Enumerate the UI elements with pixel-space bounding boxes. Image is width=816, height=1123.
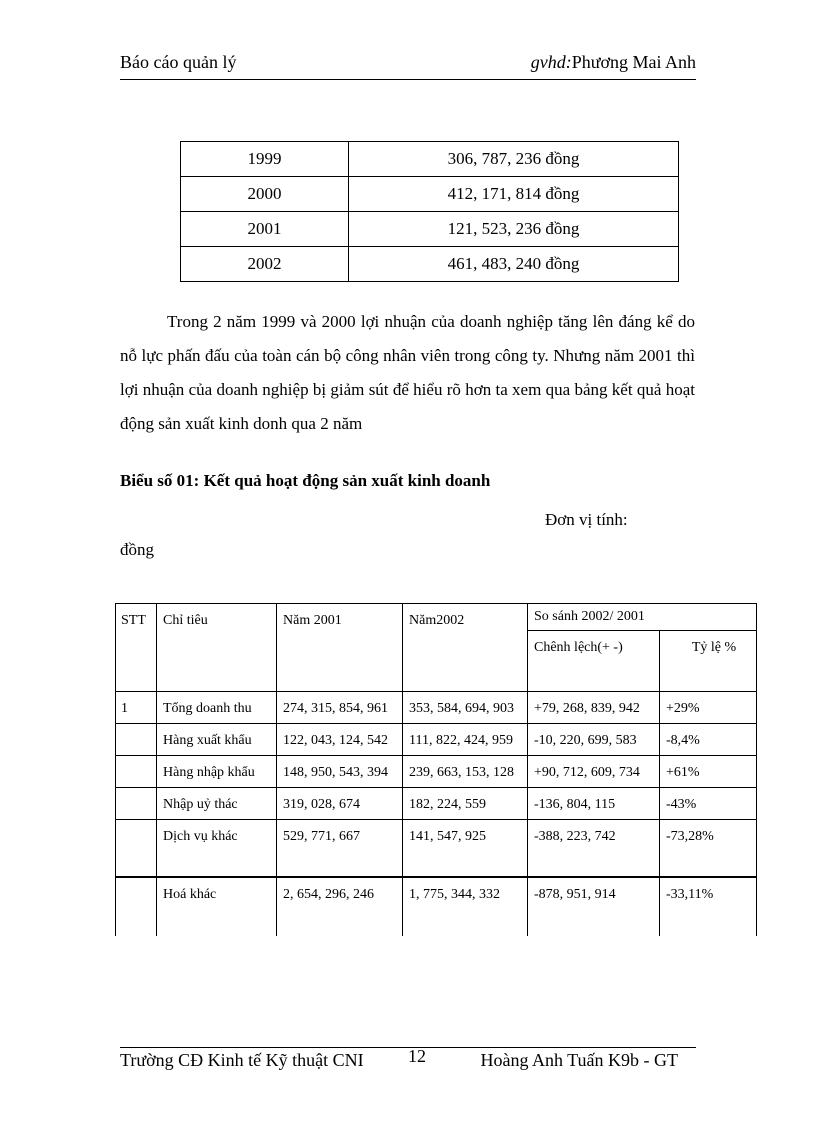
y2001-cell: 274, 315, 854, 961 bbox=[277, 692, 403, 724]
indicator-cell: Hàng nhập khẩu bbox=[157, 756, 277, 788]
table-row bbox=[116, 820, 757, 878]
table-row bbox=[116, 724, 757, 756]
header-ratio: Tỷ lệ % bbox=[660, 631, 757, 692]
indicator-cell: Hoá khác bbox=[157, 877, 277, 936]
diff-cell: -10, 220, 699, 583 bbox=[528, 724, 660, 756]
y2002-cell: 182, 224, 559 bbox=[403, 788, 528, 820]
table-row bbox=[181, 177, 679, 212]
indicator-cell: Nhập uỷ thác bbox=[157, 788, 277, 820]
table-row bbox=[116, 692, 757, 724]
ratio-cell: +29% bbox=[660, 692, 757, 724]
unit-value: đồng bbox=[120, 540, 154, 559]
page-footer bbox=[120, 1046, 696, 1070]
y2001-cell: 148, 950, 543, 394 bbox=[277, 756, 403, 788]
indicator-cell: Tổng doanh thu bbox=[157, 692, 277, 724]
table-row bbox=[181, 142, 679, 177]
header-2001: Năm 2001 bbox=[277, 604, 403, 692]
stt-cell bbox=[116, 756, 157, 788]
year-cell: 2001 bbox=[181, 212, 349, 247]
stt-cell: 1 bbox=[116, 692, 157, 724]
header-title: Báo cáo quản lý bbox=[120, 52, 237, 72]
y2002-cell: 111, 822, 424, 959 bbox=[403, 724, 528, 756]
y2001-cell: 2, 654, 296, 246 bbox=[277, 877, 403, 936]
profit-table bbox=[180, 141, 679, 282]
page-number: 12 bbox=[408, 1046, 426, 1066]
body-paragraph bbox=[120, 305, 695, 441]
ratio-cell: +61% bbox=[660, 756, 757, 788]
amount-cell: 461, 483, 240 đồng bbox=[349, 247, 679, 282]
results-table bbox=[115, 603, 757, 936]
diff-cell: -388, 223, 742 bbox=[528, 820, 660, 878]
y2001-cell: 319, 028, 674 bbox=[277, 788, 403, 820]
diff-cell: -136, 804, 115 bbox=[528, 788, 660, 820]
diff-cell: +79, 268, 839, 942 bbox=[528, 692, 660, 724]
amount-cell: 306, 787, 236 đồng bbox=[349, 142, 679, 177]
footer-school: Trường CĐ Kinh tế Kỹ thuật CNI bbox=[120, 1050, 364, 1070]
amount-cell: 412, 171, 814 đồng bbox=[349, 177, 679, 212]
header-indicator: Chỉ tiêu bbox=[157, 604, 277, 692]
advisor-prefix: gvhd: bbox=[530, 52, 572, 72]
header-diff: Chênh lệch(+ -) bbox=[528, 631, 660, 692]
page-header bbox=[120, 52, 696, 80]
footer-author: Hoàng Anh Tuấn K9b - GT bbox=[480, 1050, 678, 1070]
year-cell: 1999 bbox=[181, 142, 349, 177]
year-cell: 2002 bbox=[181, 247, 349, 282]
header-row bbox=[116, 604, 757, 631]
amount-cell: 121, 523, 236 đồng bbox=[349, 212, 679, 247]
stt-cell bbox=[116, 724, 157, 756]
ratio-cell: -8,4% bbox=[660, 724, 757, 756]
table-row bbox=[116, 877, 757, 936]
ratio-cell: -73,28% bbox=[660, 820, 757, 878]
year-cell: 2000 bbox=[181, 177, 349, 212]
ratio-cell: -33,11% bbox=[660, 877, 757, 936]
ratio-cell: -43% bbox=[660, 788, 757, 820]
table-row bbox=[181, 212, 679, 247]
header-2002: Năm2002 bbox=[403, 604, 528, 692]
y2002-cell: 353, 584, 694, 903 bbox=[403, 692, 528, 724]
y2002-cell: 239, 663, 153, 128 bbox=[403, 756, 528, 788]
header-advisor bbox=[531, 52, 696, 73]
stt-cell bbox=[116, 788, 157, 820]
y2002-cell: 1, 775, 344, 332 bbox=[403, 877, 528, 936]
y2002-cell: 141, 547, 925 bbox=[403, 820, 528, 878]
y2001-cell: 122, 043, 124, 542 bbox=[277, 724, 403, 756]
table-caption: Biểu số 01: Kết quả hoạt động sản xuất kinh doanh bbox=[120, 471, 491, 490]
table-row bbox=[116, 756, 757, 788]
header-compare: So sánh 2002/ 2001 bbox=[528, 604, 757, 631]
advisor-name: Phương Mai Anh bbox=[571, 52, 696, 72]
stt-cell bbox=[116, 877, 157, 936]
y2001-cell: 529, 771, 667 bbox=[277, 820, 403, 878]
paragraph-text: Trong 2 năm 1999 và 2000 lợi nhuận của doanh nghiệp tăng lên đáng kể do nỗ lực phấn đấu của toàn cán bộ công nhân viên trong công ty. Nhưng năm 2001 thì lợi nhuận của doanh nghiệp bị giảm sút để hiểu rõ hơn ta xem qua bảng kết quả hoạt động sản xuất kinh donh qua 2 năm bbox=[120, 312, 695, 433]
unit-label: Đơn vị tính: bbox=[545, 510, 628, 529]
table-row bbox=[116, 788, 757, 820]
table-row bbox=[181, 247, 679, 282]
indicator-cell: Hàng xuất khẩu bbox=[157, 724, 277, 756]
stt-cell bbox=[116, 820, 157, 878]
diff-cell: -878, 951, 914 bbox=[528, 877, 660, 936]
indicator-cell: Dịch vụ khác bbox=[157, 820, 277, 878]
diff-cell: +90, 712, 609, 734 bbox=[528, 756, 660, 788]
header-stt: STT bbox=[116, 604, 157, 692]
